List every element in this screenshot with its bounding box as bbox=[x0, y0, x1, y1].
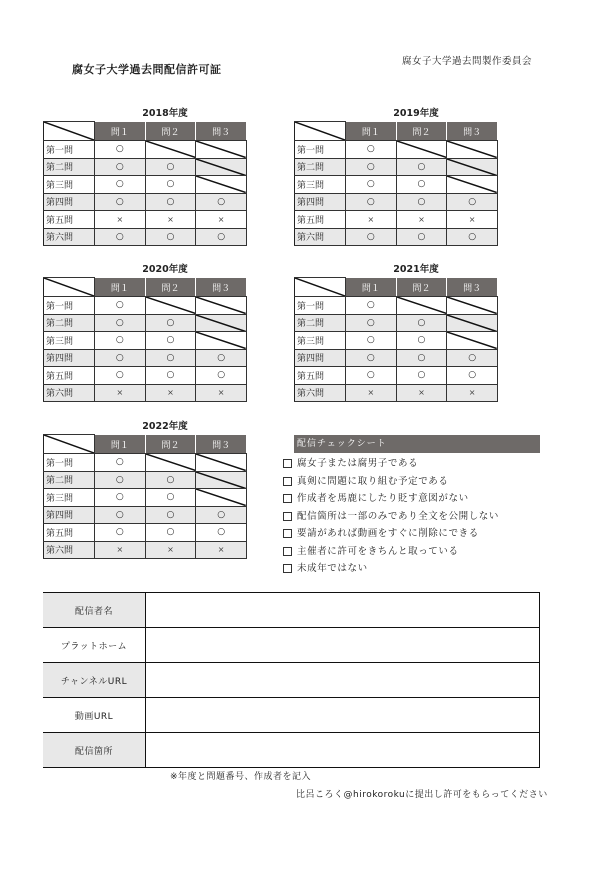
diagonal-slash-icon bbox=[447, 332, 497, 349]
status-cell: ○ bbox=[95, 349, 146, 367]
diagonal-slash-icon bbox=[295, 278, 345, 296]
status-cell: ○ bbox=[95, 297, 146, 315]
row-header: 第三問 bbox=[44, 332, 95, 350]
row-header: 第二問 bbox=[44, 471, 95, 489]
row-header: 第一問 bbox=[295, 141, 346, 159]
diagonal-slash-icon bbox=[146, 297, 196, 314]
table-row bbox=[44, 297, 247, 315]
not-applicable-cell bbox=[447, 297, 498, 315]
status-cell: ○ bbox=[145, 471, 196, 489]
checklist-item[interactable] bbox=[283, 508, 499, 526]
year-block bbox=[43, 419, 247, 559]
checklist-item[interactable] bbox=[283, 543, 499, 561]
row-header: 第二問 bbox=[44, 158, 95, 176]
row-header: 第二問 bbox=[295, 314, 346, 332]
table-row bbox=[295, 384, 498, 402]
row-header: 第六問 bbox=[44, 541, 95, 559]
table-row bbox=[44, 228, 247, 246]
row-header: 第四問 bbox=[44, 349, 95, 367]
checklist-item-label: 真剣に問題に取り組む予定である bbox=[297, 475, 449, 487]
year-block bbox=[294, 106, 498, 246]
corner-cell bbox=[44, 435, 95, 454]
form-label-channel-url: チャンネルURL bbox=[43, 663, 146, 698]
year-table bbox=[43, 121, 247, 246]
not-applicable-cell bbox=[196, 176, 247, 194]
status-cell: ○ bbox=[447, 349, 498, 367]
not-applicable-cell bbox=[196, 158, 247, 176]
platform-field[interactable] bbox=[146, 628, 540, 663]
status-cell: ○ bbox=[396, 228, 447, 246]
status-cell: × bbox=[196, 211, 247, 229]
table-row bbox=[295, 176, 498, 194]
status-cell: × bbox=[196, 384, 247, 402]
status-cell: ○ bbox=[346, 314, 397, 332]
status-cell: ○ bbox=[95, 471, 146, 489]
status-cell: × bbox=[346, 211, 397, 229]
year-title: 2018年度 bbox=[142, 108, 188, 119]
not-applicable-cell bbox=[447, 176, 498, 194]
streamer-info-form bbox=[43, 592, 540, 768]
status-cell: ○ bbox=[95, 228, 146, 246]
not-applicable-cell bbox=[196, 471, 247, 489]
not-applicable-cell bbox=[196, 454, 247, 472]
status-cell: ○ bbox=[196, 228, 247, 246]
committee-name: 腐女子大学過去問製作委員会 bbox=[402, 56, 533, 67]
table-row bbox=[295, 228, 498, 246]
status-cell: ○ bbox=[95, 176, 146, 194]
status-cell: × bbox=[396, 211, 447, 229]
diagonal-slash-icon bbox=[196, 297, 246, 314]
checklist-item-label: 腐女子または腐男子である bbox=[297, 458, 419, 469]
year-title: 2022年度 bbox=[142, 421, 188, 432]
checklist-item-label: 主催者に許可をきちんと取っている bbox=[297, 545, 459, 557]
column-header: 問２ bbox=[396, 122, 447, 141]
table-row bbox=[44, 332, 247, 350]
table-row bbox=[44, 489, 247, 507]
status-cell: ○ bbox=[145, 367, 196, 385]
not-applicable-cell bbox=[145, 141, 196, 159]
channel-url-field[interactable] bbox=[146, 663, 540, 698]
checklist-item-label: 作成者を馬鹿にしたり貶す意図がない bbox=[297, 493, 469, 504]
corner-cell bbox=[44, 278, 95, 297]
row-header: 第五問 bbox=[44, 367, 95, 385]
column-header: 問１ bbox=[95, 122, 146, 141]
diagonal-slash-icon bbox=[44, 435, 94, 453]
row-header: 第三問 bbox=[295, 332, 346, 350]
row-header: 第六問 bbox=[295, 384, 346, 402]
diagonal-slash-icon bbox=[196, 489, 246, 506]
checklist-item[interactable] bbox=[283, 525, 499, 543]
status-cell: ○ bbox=[95, 314, 146, 332]
table-row bbox=[295, 211, 498, 229]
checklist-item-label: 配信箇所は一部のみであり全文を公開しない bbox=[297, 510, 500, 522]
row-header: 第五問 bbox=[44, 524, 95, 542]
row-header: 第六問 bbox=[295, 228, 346, 246]
row-header: 第一問 bbox=[44, 141, 95, 159]
status-cell: ○ bbox=[145, 314, 196, 332]
status-cell: ○ bbox=[196, 506, 247, 524]
table-row bbox=[295, 349, 498, 367]
status-cell: ○ bbox=[346, 158, 397, 176]
column-header: 問２ bbox=[145, 122, 196, 141]
status-cell: ○ bbox=[145, 193, 196, 211]
status-cell: ○ bbox=[346, 349, 397, 367]
column-header: 問１ bbox=[95, 278, 146, 297]
table-row bbox=[295, 158, 498, 176]
status-cell: ○ bbox=[346, 228, 397, 246]
status-cell: ○ bbox=[346, 367, 397, 385]
status-cell: × bbox=[145, 384, 196, 402]
row-header: 第一問 bbox=[44, 297, 95, 315]
status-cell: ○ bbox=[145, 349, 196, 367]
status-cell: ○ bbox=[447, 367, 498, 385]
status-cell: ○ bbox=[145, 506, 196, 524]
table-row bbox=[295, 141, 498, 159]
checklist-item[interactable] bbox=[283, 560, 499, 578]
not-applicable-cell bbox=[196, 141, 247, 159]
year-table bbox=[294, 277, 498, 402]
status-cell: ○ bbox=[196, 193, 247, 211]
table-row bbox=[44, 314, 247, 332]
table-row bbox=[44, 367, 247, 385]
diagonal-slash-icon bbox=[397, 297, 447, 314]
table-row bbox=[44, 471, 247, 489]
status-cell: ○ bbox=[95, 489, 146, 507]
table-row bbox=[44, 541, 247, 559]
status-cell: ○ bbox=[95, 367, 146, 385]
checkbox[interactable] bbox=[283, 529, 292, 538]
table-row bbox=[295, 367, 498, 385]
diagonal-slash-icon bbox=[196, 141, 246, 158]
year-title: 2021年度 bbox=[393, 264, 439, 275]
diagonal-slash-icon bbox=[295, 122, 345, 140]
streamer-name-field[interactable] bbox=[146, 593, 540, 628]
table-row bbox=[44, 524, 247, 542]
column-header: 問１ bbox=[95, 435, 146, 454]
stream-section-field[interactable] bbox=[146, 733, 540, 768]
row-header: 第五問 bbox=[44, 211, 95, 229]
status-cell: ○ bbox=[145, 158, 196, 176]
checkbox[interactable] bbox=[283, 459, 292, 468]
status-cell: ○ bbox=[145, 176, 196, 194]
diagonal-slash-icon bbox=[146, 454, 196, 471]
not-applicable-cell bbox=[196, 489, 247, 507]
status-cell: × bbox=[145, 211, 196, 229]
diagonal-slash-icon bbox=[196, 454, 246, 471]
diagonal-slash-icon bbox=[44, 122, 94, 140]
checkbox[interactable] bbox=[283, 564, 292, 573]
not-applicable-cell bbox=[196, 297, 247, 315]
diagonal-slash-icon bbox=[447, 159, 497, 176]
corner-cell bbox=[295, 122, 346, 141]
year-title: 2019年度 bbox=[393, 108, 439, 119]
checklist-item[interactable] bbox=[283, 455, 499, 473]
year-block bbox=[294, 262, 498, 402]
row-header: 第三問 bbox=[295, 176, 346, 194]
checkbox[interactable] bbox=[283, 477, 292, 486]
checkbox[interactable] bbox=[283, 494, 292, 503]
column-header: 問２ bbox=[145, 435, 196, 454]
checklist-item[interactable] bbox=[283, 490, 499, 508]
checklist bbox=[283, 455, 499, 578]
column-header: 問１ bbox=[346, 278, 397, 297]
table-row bbox=[44, 506, 247, 524]
not-applicable-cell bbox=[447, 332, 498, 350]
not-applicable-cell bbox=[196, 314, 247, 332]
status-cell: ○ bbox=[447, 228, 498, 246]
column-header: 問３ bbox=[196, 122, 247, 141]
diagonal-slash-icon bbox=[196, 332, 246, 349]
form-label-streamer-name: 配信者名 bbox=[43, 593, 146, 628]
submit-note: 比呂ころく@hirokorokuに提出し許可をもらってください bbox=[296, 790, 548, 800]
row-header: 第六問 bbox=[44, 384, 95, 402]
table-row bbox=[295, 332, 498, 350]
diagonal-slash-icon bbox=[196, 315, 246, 332]
checkbox[interactable] bbox=[283, 547, 292, 556]
status-cell: × bbox=[95, 211, 146, 229]
column-header: 問３ bbox=[196, 435, 247, 454]
corner-cell bbox=[295, 278, 346, 297]
status-cell: × bbox=[447, 211, 498, 229]
status-cell: ○ bbox=[346, 141, 397, 159]
column-header: 問３ bbox=[447, 122, 498, 141]
year-table bbox=[43, 277, 247, 402]
row-header: 第二問 bbox=[44, 314, 95, 332]
status-cell: ○ bbox=[95, 332, 146, 350]
column-header: 問２ bbox=[145, 278, 196, 297]
table-row bbox=[295, 193, 498, 211]
status-cell: ○ bbox=[196, 349, 247, 367]
status-cell: ○ bbox=[396, 193, 447, 211]
form-label-video-url: 動画URL bbox=[43, 698, 146, 733]
year-block bbox=[43, 262, 247, 402]
checklist-title: 配信チェックシート bbox=[294, 435, 540, 453]
status-cell: ○ bbox=[95, 454, 146, 472]
table-row bbox=[44, 349, 247, 367]
column-header: 問１ bbox=[346, 122, 397, 141]
status-cell: ○ bbox=[447, 193, 498, 211]
diagonal-slash-icon bbox=[447, 176, 497, 193]
form-label-platform: プラットホーム bbox=[43, 628, 146, 663]
checkbox[interactable] bbox=[283, 512, 292, 521]
status-cell: × bbox=[346, 384, 397, 402]
row-header: 第四問 bbox=[295, 193, 346, 211]
not-applicable-cell bbox=[447, 314, 498, 332]
not-applicable-cell bbox=[145, 297, 196, 315]
corner-cell bbox=[44, 122, 95, 141]
not-applicable-cell bbox=[447, 141, 498, 159]
status-cell: ○ bbox=[196, 524, 247, 542]
status-cell: ○ bbox=[396, 176, 447, 194]
year-table bbox=[294, 121, 498, 246]
diagonal-slash-icon bbox=[146, 141, 196, 158]
row-header: 第四問 bbox=[44, 506, 95, 524]
status-cell: × bbox=[95, 384, 146, 402]
table-row bbox=[44, 141, 247, 159]
row-header: 第三問 bbox=[44, 489, 95, 507]
diagonal-slash-icon bbox=[196, 176, 246, 193]
not-applicable-cell bbox=[396, 141, 447, 159]
status-cell: ○ bbox=[346, 297, 397, 315]
not-applicable-cell bbox=[145, 454, 196, 472]
status-cell: ○ bbox=[145, 332, 196, 350]
year-table bbox=[43, 434, 247, 559]
table-row bbox=[295, 297, 498, 315]
row-header: 第一問 bbox=[44, 454, 95, 472]
row-header: 第五問 bbox=[295, 367, 346, 385]
status-cell: ○ bbox=[95, 158, 146, 176]
status-cell: ○ bbox=[145, 489, 196, 507]
table-row bbox=[44, 384, 247, 402]
table-row bbox=[295, 314, 498, 332]
status-cell: ○ bbox=[396, 314, 447, 332]
status-cell: ○ bbox=[95, 506, 146, 524]
checklist-item-label: 要請があれば動画をすぐに削除にできる bbox=[297, 528, 479, 539]
checklist-item[interactable] bbox=[283, 473, 499, 491]
table-row bbox=[44, 454, 247, 472]
table-row bbox=[44, 176, 247, 194]
row-header: 第一問 bbox=[295, 297, 346, 315]
status-cell: ○ bbox=[196, 367, 247, 385]
video-url-field[interactable] bbox=[146, 698, 540, 733]
table-row bbox=[44, 193, 247, 211]
status-cell: ○ bbox=[396, 158, 447, 176]
table-row bbox=[44, 211, 247, 229]
status-cell: ○ bbox=[346, 176, 397, 194]
year-title: 2020年度 bbox=[142, 264, 188, 275]
column-header: 問３ bbox=[447, 278, 498, 297]
diagonal-slash-icon bbox=[44, 278, 94, 296]
diagonal-slash-icon bbox=[397, 141, 447, 158]
status-cell: ○ bbox=[396, 367, 447, 385]
status-cell: ○ bbox=[145, 524, 196, 542]
document-title: 腐女子大学過去問配信許可証 bbox=[72, 63, 222, 76]
status-cell: ○ bbox=[95, 141, 146, 159]
row-header: 第三問 bbox=[44, 176, 95, 194]
form-note: ※年度と問題番号、作成者を記入 bbox=[170, 772, 312, 782]
row-header: 第五問 bbox=[295, 211, 346, 229]
status-cell: ○ bbox=[346, 332, 397, 350]
diagonal-slash-icon bbox=[447, 141, 497, 158]
status-cell: × bbox=[95, 541, 146, 559]
table-row bbox=[44, 158, 247, 176]
row-header: 第四問 bbox=[295, 349, 346, 367]
status-cell: × bbox=[396, 384, 447, 402]
row-header: 第六問 bbox=[44, 228, 95, 246]
year-block bbox=[43, 106, 247, 246]
not-applicable-cell bbox=[196, 332, 247, 350]
diagonal-slash-icon bbox=[196, 159, 246, 176]
row-header: 第二問 bbox=[295, 158, 346, 176]
diagonal-slash-icon bbox=[447, 297, 497, 314]
not-applicable-cell bbox=[447, 158, 498, 176]
diagonal-slash-icon bbox=[196, 472, 246, 489]
status-cell: × bbox=[196, 541, 247, 559]
status-cell: × bbox=[145, 541, 196, 559]
status-cell: ○ bbox=[95, 193, 146, 211]
column-header: 問２ bbox=[396, 278, 447, 297]
status-cell: ○ bbox=[346, 193, 397, 211]
diagonal-slash-icon bbox=[447, 315, 497, 332]
status-cell: ○ bbox=[95, 524, 146, 542]
checklist-item-label: 未成年ではない bbox=[297, 563, 368, 574]
status-cell: ○ bbox=[145, 228, 196, 246]
status-cell: ○ bbox=[396, 332, 447, 350]
row-header: 第四問 bbox=[44, 193, 95, 211]
column-header: 問３ bbox=[196, 278, 247, 297]
status-cell: × bbox=[447, 384, 498, 402]
form-label-stream-section: 配信箇所 bbox=[43, 733, 146, 768]
not-applicable-cell bbox=[396, 297, 447, 315]
status-cell: ○ bbox=[396, 349, 447, 367]
